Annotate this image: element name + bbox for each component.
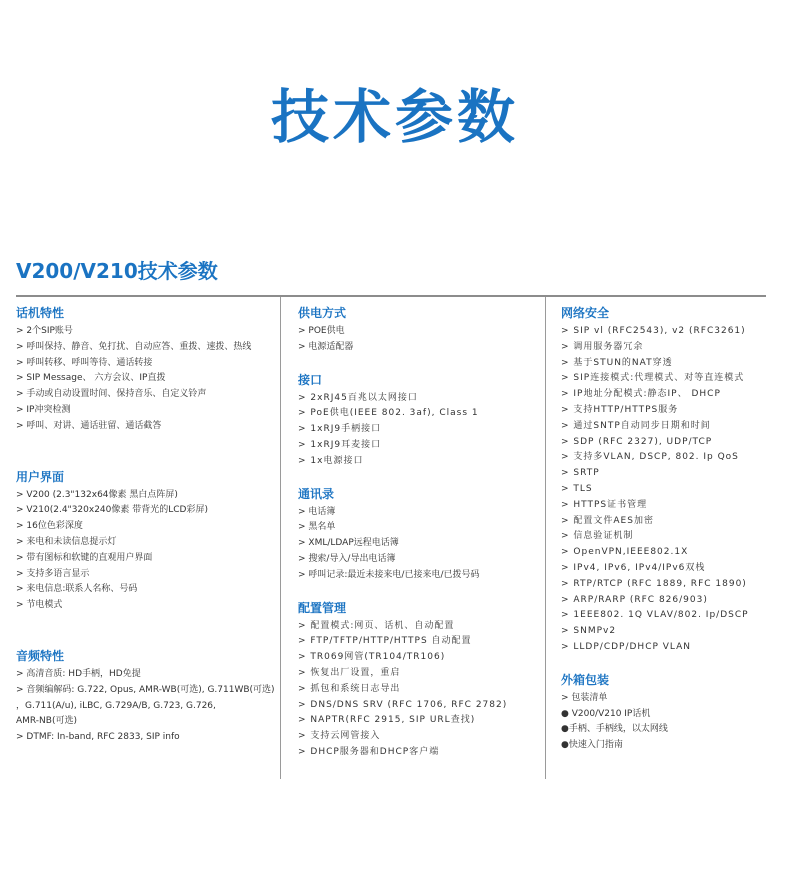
spec-item: > 通过SNTP自动同步日期和时间 [561, 420, 711, 431]
spec-item: > HTTPS证书管理 [561, 499, 648, 510]
spec-item: > 来电和未读信息提示灯 [16, 536, 117, 547]
section-title: 用户界面 [16, 469, 65, 484]
spec-item: > 基于STUN的NAT穿透 [561, 357, 673, 368]
spec-section-phonebook [298, 486, 538, 584]
spec-item: > IPv4, IPv6, IPv4/IPv6双栈 [561, 562, 706, 573]
spec-item: > 高清音质: HD手柄，HD免提 [16, 668, 141, 679]
spec-section-user-interface [16, 469, 276, 614]
spec-item: > 调用服务器冗余 [561, 341, 644, 352]
spec-item: > 包装清单 [561, 692, 608, 703]
spec-item: > V200 (2.3"132x64像素 黑白点阵屏) [16, 489, 178, 500]
spec-item: > SIP vl (RFC2543), v2 (RFC3261) [561, 326, 746, 336]
spec-column-3 [561, 305, 783, 754]
spec-item: > DNS/DNS SRV (RFC 1706, RFC 2782) [298, 699, 508, 710]
spec-item: > 节电模式 [16, 600, 63, 611]
spec-item: > 16位色彩深度 [16, 521, 83, 532]
section-title: 配置管理 [298, 600, 347, 615]
spec-item: > POE供电 [298, 326, 345, 336]
spec-item: > RTP/RTCP (RFC 1889, RFC 1890) [561, 578, 747, 589]
spec-section-network-security [561, 305, 783, 656]
spec-item: > 搜索/导入/导出电话簿 [298, 553, 396, 564]
column-divider [545, 297, 546, 779]
spec-item: > 配置文件AES加密 [561, 515, 654, 526]
spec-item: > 呼叫、对讲、通话驻留、通话截答 [16, 420, 162, 431]
spec-item: > 配置模式:网页、话机、自动配置 [298, 620, 455, 631]
spec-item: > 抓包和系统日志导出 [298, 683, 401, 694]
spec-item: > 音频编解码: G.722, Opus, AMR-WB(可选), G.711WB(可选) [16, 684, 275, 695]
spec-item: > SRTP [561, 468, 600, 479]
spec-item: > IP冲突检测 [16, 404, 71, 415]
spec-item: > ARP/RARP (RFC 826/903) [561, 594, 708, 605]
column-divider [280, 297, 281, 779]
spec-item: > LLDP/CDP/DHCP VLAN [561, 641, 692, 652]
section-title: 音频特性 [16, 648, 65, 663]
spec-item: > SDP (RFC 2327), UDP/TCP [561, 436, 713, 447]
section-title: 供电方式 [298, 306, 347, 320]
header-divider [16, 295, 766, 297]
spec-item: > 支持多语言显示 [16, 568, 90, 579]
spec-item: > 手动或自动设置时间、保持音乐、自定义铃声 [16, 389, 207, 400]
spec-item: > SIP连接模式:代理模式、对等直连模式 [561, 373, 745, 384]
spec-item: > 2xRJ45百兆以太网接口 [298, 392, 418, 403]
spec-item: > 1xRJ9耳麦接口 [298, 439, 382, 450]
spec-item: > OpenVPN,IEEE802.1X [561, 547, 689, 558]
spec-item: > SIP Message、 六方会议、IP直拨 [16, 373, 166, 384]
spec-item: > 来电信息:联系人名称、号码 [16, 584, 138, 595]
spec-item: ●手柄、手柄线，以太网线 [561, 724, 668, 735]
spec-item: > SNMPv2 [561, 626, 617, 637]
spec-item: > IP地址分配模式:静态IP、 DHCP [561, 389, 721, 400]
spec-item: > 呼叫转移、呼叫等待、通话转接 [16, 357, 153, 368]
spec-item: > TLS [561, 483, 593, 494]
spec-section-audio-features [16, 648, 276, 746]
spec-section-config-management [298, 600, 538, 761]
spec-item: > XML/LDAP远程电话簿 [298, 538, 399, 549]
spec-item: > 支持云网管接入 [298, 731, 381, 742]
spec-item: > 1xRJ9手柄接口 [298, 424, 382, 435]
section-subtitle: V200/V210技术参数 [16, 259, 218, 283]
spec-item: > V210(2.4"320x240像素 带背光的LCD彩屏) [16, 505, 208, 516]
section-title: 网络安全 [561, 306, 610, 320]
spec-item: ● V200/V210 IP话机 [561, 708, 651, 719]
spec-item: > 电源适配器 [298, 341, 354, 352]
spec-section-phone-features [16, 305, 276, 435]
spec-item: > 2个SIP账号 [16, 326, 73, 336]
spec-item: > DHCP服务器和DHCP客户端 [298, 746, 440, 757]
spec-section-power-supply [298, 305, 538, 356]
section-title: 通讯录 [298, 486, 335, 501]
spec-section-interfaces [298, 372, 538, 470]
spec-item: > 呼叫记录:最近未接来电/已接来电/已拨号码 [298, 569, 480, 580]
spec-item: > TR069网管(TR104/TR106) [298, 652, 446, 663]
section-title: 话机特性 [16, 306, 65, 320]
spec-item: > FTP/TFTP/HTTP/HTTPS 自动配置 [298, 636, 472, 647]
page-title: 技术参数 [270, 83, 519, 151]
spec-item: > 支持多VLAN, DSCP, 802. Ip QoS [561, 452, 739, 463]
spec-item: > 信息验证机制 [561, 531, 634, 542]
spec-section-package-contents [561, 672, 783, 754]
spec-item: > PoE供电(IEEE 802. 3af), Class 1 [298, 408, 479, 419]
spec-item: > 支持HTTP/HTTPS服务 [561, 404, 679, 415]
spec-item: > 带有图标和软键的直观用户界面 [16, 552, 153, 563]
spec-item: > 电话簿 [298, 506, 336, 517]
spec-item: > 恢复出厂设置，重启 [298, 667, 401, 678]
spec-item: > DTMF: In-band, RFC 2833, SIP info [16, 732, 180, 743]
spec-item: ●快速入门指南 [561, 740, 623, 751]
spec-column-2 [298, 305, 538, 761]
spec-column-1 [16, 305, 276, 746]
section-title: 接口 [298, 372, 323, 387]
spec-item: ，G.711(A/u), iLBC, G.729A/B, G.723, G.726, [16, 700, 216, 711]
spec-item: > 1x电源接口 [298, 455, 364, 466]
spec-item: > 黑名单 [298, 522, 336, 533]
spec-item: > 呼叫保持、静音、免打扰、自动应答、重拨、速拨、热线 [16, 341, 252, 352]
spec-item: > 1EEE802. 1Q VLAV/802. Ip/DSCP [561, 610, 749, 621]
spec-item: > NAPTR(RFC 2915, SIP URL查找) [298, 715, 476, 726]
section-title: 外箱包装 [561, 672, 610, 687]
spec-item: AMR-NB(可选) [16, 716, 77, 727]
